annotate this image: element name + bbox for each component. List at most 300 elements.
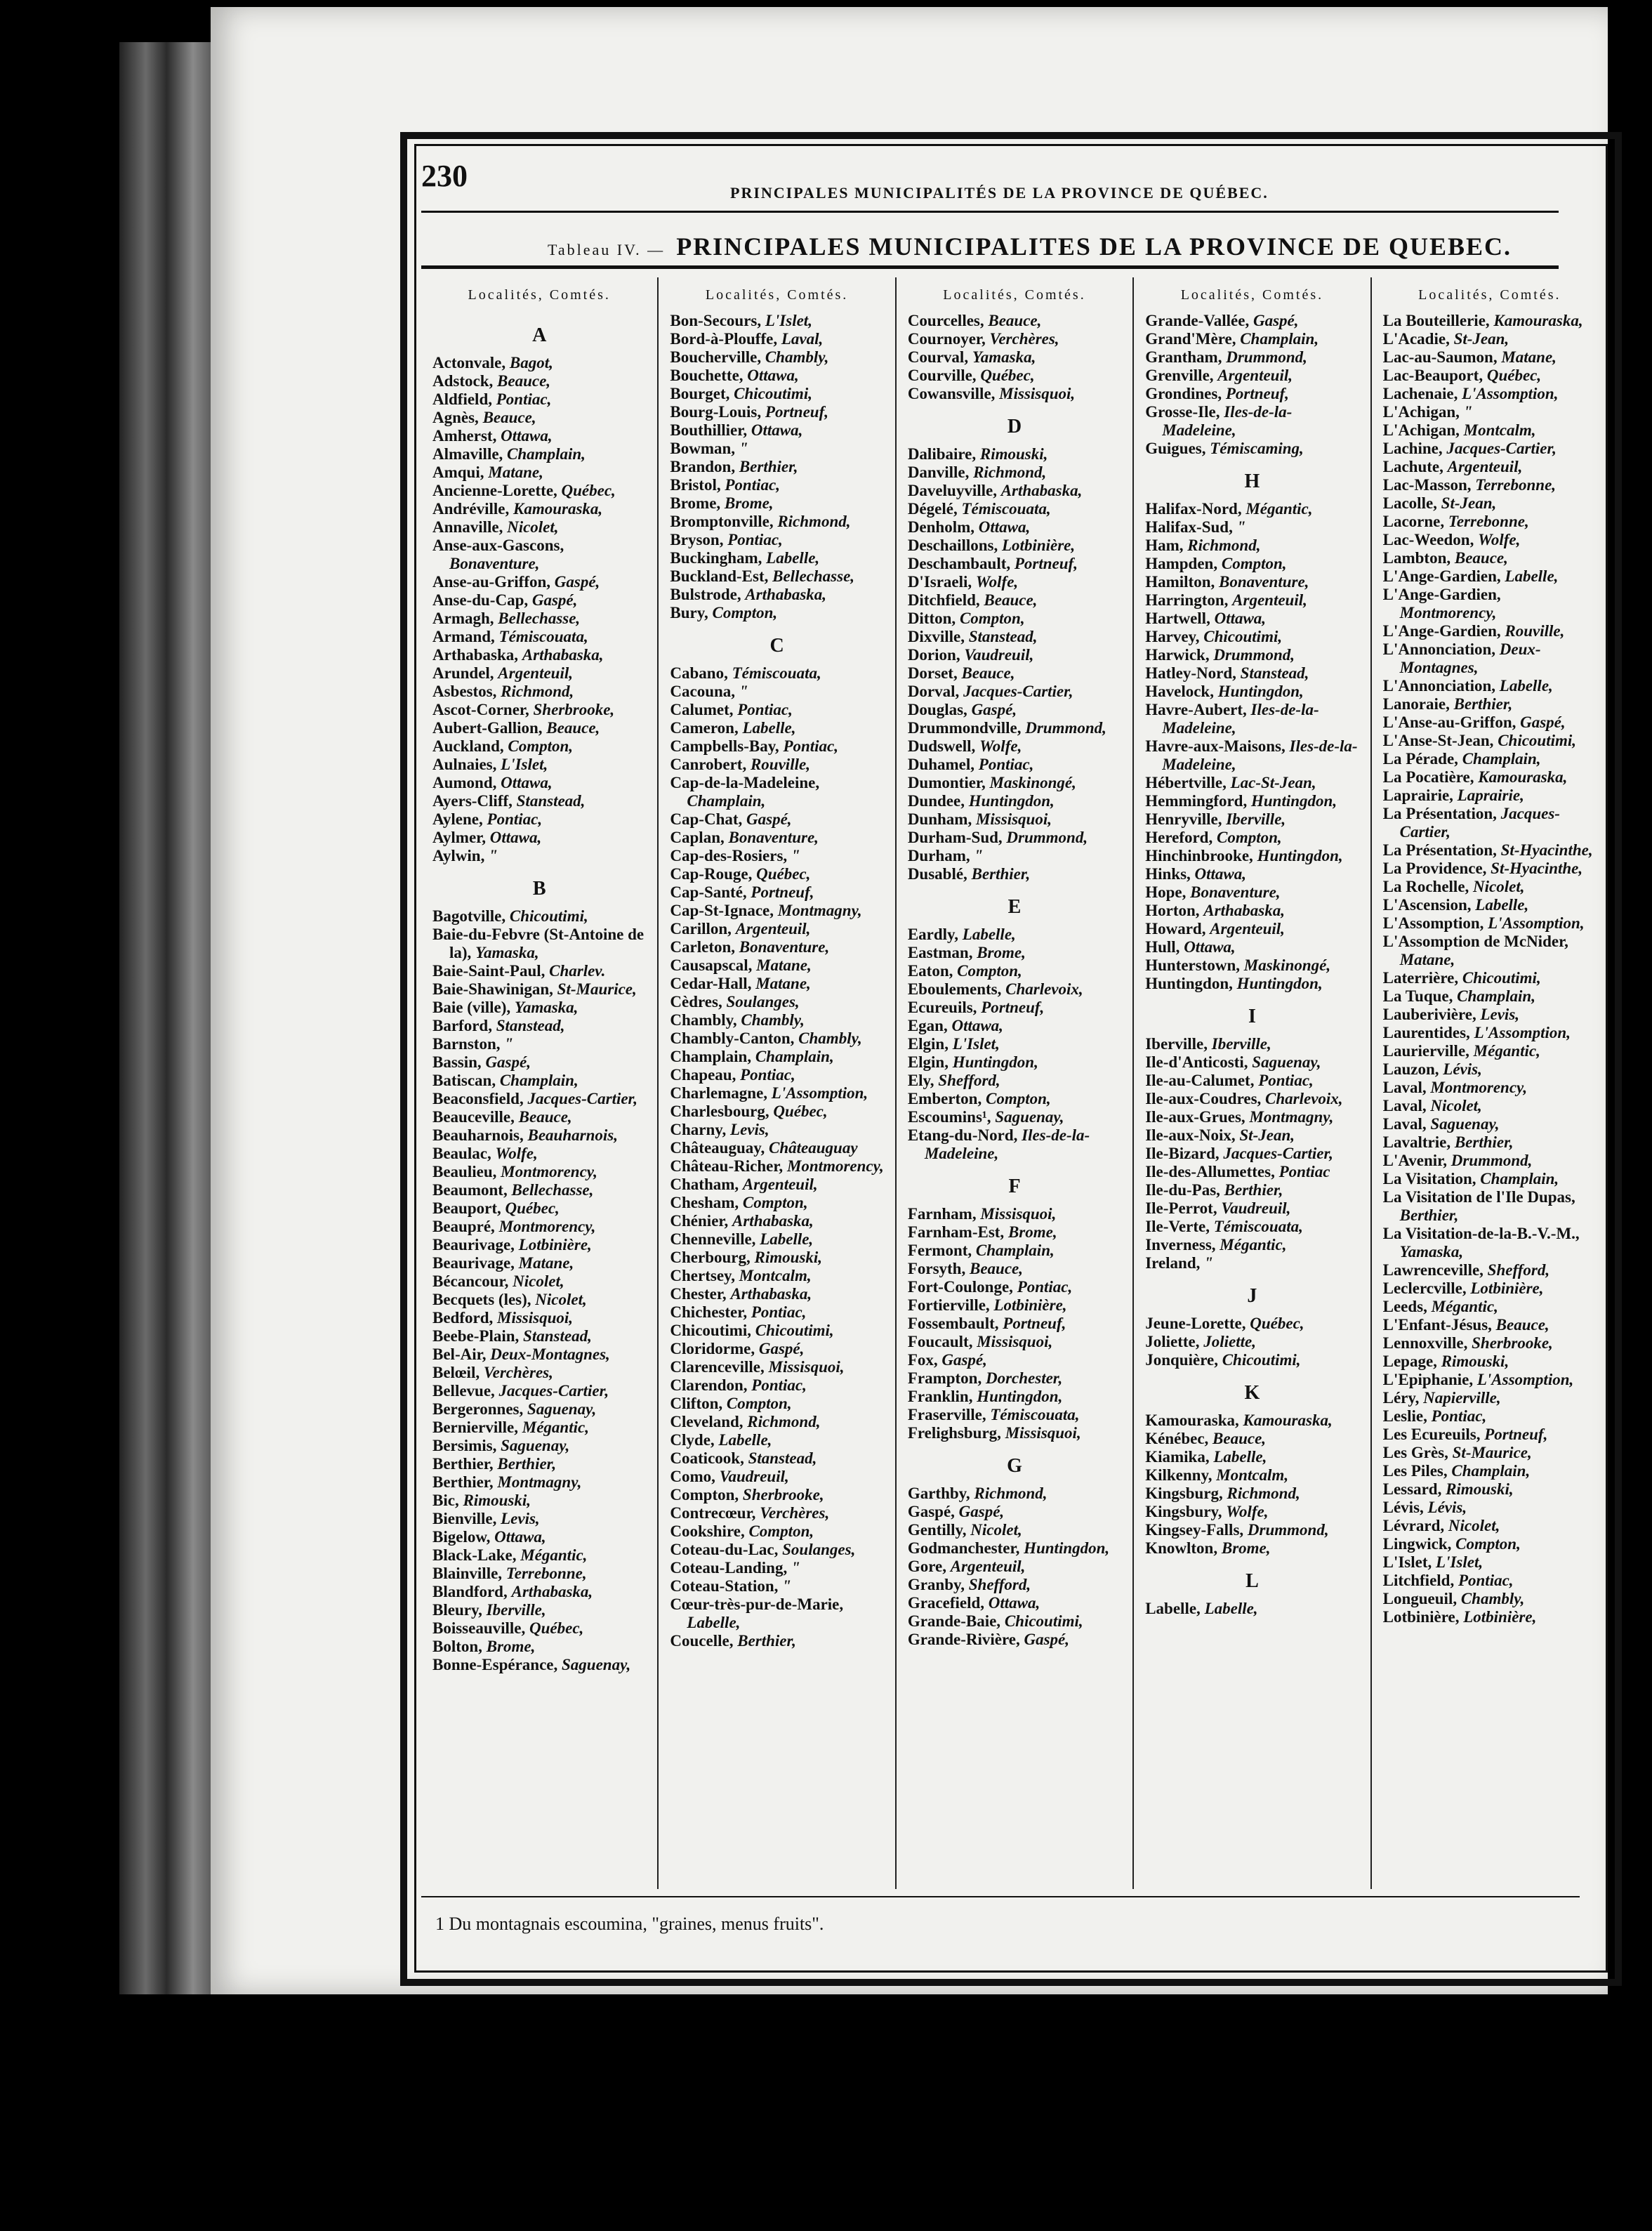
list-item xyxy=(670,1029,883,1048)
list-item xyxy=(908,646,1121,664)
list-item xyxy=(432,1126,646,1145)
county-name: Lotbinière, xyxy=(1470,1279,1544,1297)
list-item xyxy=(670,774,883,810)
list-item xyxy=(1145,1448,1359,1466)
list-item xyxy=(1383,914,1597,933)
table-label: Tableau IV. — xyxy=(548,241,666,258)
locality-name: L'Islet, xyxy=(1382,1553,1432,1571)
locality-name: Lac-au-Saumon, xyxy=(1382,348,1498,366)
county-name: Wolfe, xyxy=(1226,1503,1269,1520)
county-name: Arthabaska, xyxy=(745,586,827,603)
list-item xyxy=(908,1558,1121,1576)
list-item xyxy=(1145,1254,1359,1272)
county-name: Arthabaska, xyxy=(732,1212,814,1230)
locality-name: Buckland-Est, xyxy=(670,567,769,585)
table-column xyxy=(1134,277,1371,1889)
county-name: Shefford, xyxy=(938,1072,1000,1089)
locality-name: Bourg-Louis, xyxy=(670,403,762,421)
list-item xyxy=(1145,847,1359,865)
locality-name: Escoumins¹, xyxy=(907,1108,991,1126)
list-item xyxy=(1383,987,1597,1006)
locality-name: Chichester, xyxy=(670,1303,748,1321)
county-name: " xyxy=(489,847,498,864)
county-name: Pontiac xyxy=(1278,1163,1330,1180)
list-item xyxy=(432,409,646,427)
list-item xyxy=(432,1017,646,1035)
locality-name: Ile-d'Anticosti, xyxy=(1145,1053,1248,1071)
locality-name: L'Epiphanie, xyxy=(1382,1371,1474,1388)
locality-name: Beaconsfield, xyxy=(432,1090,524,1107)
list-item xyxy=(1145,1145,1359,1163)
list-item xyxy=(1145,610,1359,628)
county-name: Montcalm, xyxy=(739,1267,812,1284)
county-name: Vaudreuil, xyxy=(1221,1199,1291,1217)
column-header: Localités, Comtés. xyxy=(1418,287,1561,303)
list-item xyxy=(908,1594,1121,1612)
locality-name: Chambly, xyxy=(670,1011,737,1029)
list-item xyxy=(670,920,883,938)
county-name: Huntingdon, xyxy=(1217,683,1304,700)
list-item xyxy=(670,956,883,975)
list-item xyxy=(432,1382,646,1400)
county-name: Champlain, xyxy=(499,1072,579,1089)
county-name: Drummond, xyxy=(1226,348,1307,366)
locality-name: Dégelé, xyxy=(907,500,958,518)
locality-name: Grosse-Ile, xyxy=(1145,403,1220,421)
title-rule xyxy=(421,265,1559,269)
list-item xyxy=(670,975,883,993)
county-name: St-Hyacinthe, xyxy=(1500,841,1593,859)
county-name: Gaspé, xyxy=(941,1351,987,1369)
header-rule xyxy=(421,211,1559,213)
county-name: " xyxy=(974,847,984,864)
list-item xyxy=(670,403,883,421)
locality-name: Bristol, xyxy=(670,476,721,494)
list-item xyxy=(1383,768,1597,787)
locality-name: Clarendon, xyxy=(670,1376,748,1394)
locality-name: Bulstrode, xyxy=(670,586,741,603)
locality-name: Bouthillier, xyxy=(670,421,748,439)
locality-name: Grantham, xyxy=(1145,348,1222,366)
locality-name: Dorset, xyxy=(907,664,958,682)
section-letter: B xyxy=(532,878,546,900)
locality-name: Arundel, xyxy=(432,664,494,682)
county-name: Richmond, xyxy=(501,683,574,700)
county-name: Nicolet, xyxy=(1448,1517,1500,1534)
list-item xyxy=(670,1413,883,1431)
locality-name: Howard, xyxy=(1145,920,1206,937)
county-name: Levis, xyxy=(501,1510,540,1527)
table-column xyxy=(659,277,896,1889)
locality-name: L'Ange-Gardien, xyxy=(1382,567,1501,585)
county-name: Argenteuil, xyxy=(742,1176,818,1193)
list-item xyxy=(432,1108,646,1126)
locality-name: Lauberivière, xyxy=(1382,1006,1476,1023)
county-name: Argenteuil, xyxy=(1232,591,1307,609)
locality-name: Charlesbourg, xyxy=(670,1103,769,1120)
list-item xyxy=(1145,920,1359,938)
county-name: Compton, xyxy=(508,737,574,755)
section-letter: H xyxy=(1244,470,1260,492)
list-item xyxy=(908,1539,1121,1558)
county-name: Bonaventure, xyxy=(728,829,819,846)
list-item xyxy=(1383,513,1597,531)
county-name: Beauce, xyxy=(961,664,1015,682)
county-name: Missisquoi, xyxy=(977,1333,1053,1350)
list-item xyxy=(432,1546,646,1565)
county-name: Jacques-Cartier, xyxy=(498,1382,609,1400)
locality-name: Baie-Shawinigan, xyxy=(432,980,553,998)
list-item xyxy=(432,1218,646,1236)
county-name: Nicolet, xyxy=(1430,1097,1482,1114)
county-name: Richmond, xyxy=(747,1413,821,1430)
county-name: Ottawa, xyxy=(988,1594,1040,1612)
list-item xyxy=(1383,458,1597,476)
county-name: Témiscouata, xyxy=(732,664,821,682)
locality-name: L'Achigan, xyxy=(1382,421,1460,439)
county-name: Labelle, xyxy=(1505,567,1559,585)
locality-name: Coteau-Landing, xyxy=(670,1559,788,1577)
locality-name: Longueuil, xyxy=(1382,1590,1458,1607)
locality-name: Lac-Beauport, xyxy=(1382,367,1484,384)
county-name: Beauce, xyxy=(984,591,1038,609)
locality-name: Coteau-Station, xyxy=(670,1577,779,1595)
locality-name: Lavaltrie, xyxy=(1382,1133,1451,1151)
locality-name: Courcelles, xyxy=(907,312,984,329)
section-letter: I xyxy=(1248,1006,1256,1027)
county-name: Lotbinière, xyxy=(1463,1608,1537,1626)
locality-name: Denholm, xyxy=(907,518,975,536)
county-name: Matane, xyxy=(488,463,543,481)
locality-name: Courville, xyxy=(907,367,977,384)
county-name: Argenteuil, xyxy=(950,1558,1026,1575)
list-item xyxy=(432,737,646,756)
county-name: Gaspé, xyxy=(531,591,578,609)
list-item xyxy=(670,810,883,829)
county-name: Saguenay, xyxy=(1430,1115,1500,1133)
locality-name: Bowman, xyxy=(670,440,736,457)
list-item xyxy=(670,1066,883,1084)
list-item xyxy=(1145,1503,1359,1521)
list-item xyxy=(1383,567,1597,586)
list-item xyxy=(670,1577,883,1595)
locality-name: Kingsburg, xyxy=(1145,1485,1223,1502)
locality-name: Bassin, xyxy=(432,1053,482,1071)
locality-name: Lachine, xyxy=(1382,440,1443,457)
county-name: Wolfe, xyxy=(495,1145,538,1162)
county-name: Gaspé, xyxy=(1024,1631,1069,1648)
locality-name: Barford, xyxy=(432,1017,492,1034)
county-name: Gaspé, xyxy=(758,1340,805,1357)
locality-name: Durham, xyxy=(907,847,970,864)
list-item xyxy=(432,1254,646,1272)
list-item xyxy=(1383,586,1597,622)
county-name: Labelle, xyxy=(962,926,1016,943)
locality-name: Les Grès, xyxy=(1382,1444,1448,1461)
book-edge xyxy=(119,42,225,1994)
county-name: Labelle, xyxy=(1475,896,1529,914)
county-name: Saguenay, xyxy=(527,1400,597,1418)
county-name: Brome, xyxy=(1221,1539,1271,1557)
county-name: Compton, xyxy=(1221,555,1287,572)
locality-name: Aubert-Gallion, xyxy=(432,719,543,737)
list-item xyxy=(1145,537,1359,555)
locality-name: Chester, xyxy=(670,1285,727,1303)
county-name: Sherbrooke, xyxy=(533,701,615,718)
locality-name: Ile-Perrot, xyxy=(1145,1199,1217,1217)
county-name: Rimouski, xyxy=(463,1492,531,1509)
locality-name: Lac-Weedon, xyxy=(1382,531,1474,548)
locality-name: Leeds, xyxy=(1382,1298,1427,1315)
list-item xyxy=(432,463,646,482)
locality-name: Douglas, xyxy=(907,701,967,718)
locality-name: Farnham, xyxy=(907,1205,977,1223)
list-item xyxy=(1383,1024,1597,1042)
county-name: Kamouraska, xyxy=(513,500,603,518)
locality-name: Laval, xyxy=(1382,1097,1427,1114)
county-name: L'Assomption, xyxy=(1474,1024,1571,1041)
list-item xyxy=(1145,440,1359,458)
locality-name: Lacolle, xyxy=(1382,494,1437,512)
county-name: Champlain, xyxy=(1480,1170,1559,1187)
list-item xyxy=(1383,1316,1597,1334)
locality-name: Ireland, xyxy=(1145,1254,1201,1272)
list-item xyxy=(1145,1351,1359,1369)
list-item xyxy=(1383,622,1597,640)
locality-name: Farnham-Est, xyxy=(907,1223,1005,1241)
county-name: Napierville, xyxy=(1423,1389,1501,1407)
list-item xyxy=(908,1351,1121,1369)
county-name: " xyxy=(739,440,748,457)
list-item xyxy=(1383,367,1597,385)
county-name: Compton, xyxy=(748,1522,814,1540)
county-name: Beauce, xyxy=(546,719,600,737)
list-item xyxy=(1145,810,1359,829)
list-item xyxy=(1145,1236,1359,1254)
county-name: Drummond, xyxy=(1451,1152,1533,1169)
list-item xyxy=(1383,732,1597,750)
list-item xyxy=(1383,1480,1597,1499)
locality-name: Adstock, xyxy=(432,372,494,390)
locality-name: Hope, xyxy=(1145,883,1187,901)
locality-name: Les Piles, xyxy=(1382,1462,1448,1480)
locality-name: Chicoutimi, xyxy=(670,1322,752,1339)
county-name: Iles-de-la-Madeleine, xyxy=(1162,701,1319,737)
county-name: Labelle, xyxy=(742,719,796,737)
section-letter: L xyxy=(1245,1570,1259,1592)
locality-name: Batiscan, xyxy=(432,1072,496,1089)
list-item xyxy=(670,1230,883,1249)
list-item xyxy=(1383,677,1597,695)
locality-name: Horton, xyxy=(1145,902,1200,919)
list-item xyxy=(908,683,1121,701)
county-name: Deux-Montagnes, xyxy=(1399,640,1541,676)
locality-name: Ham, xyxy=(1145,537,1184,554)
locality-name: Cedar-Hall, xyxy=(670,975,752,992)
locality-name: Foucault, xyxy=(907,1333,973,1350)
locality-name: Baie-Saint-Paul, xyxy=(432,962,546,980)
county-name: Témiscouata, xyxy=(990,1406,1080,1423)
list-item xyxy=(670,1559,883,1577)
list-item xyxy=(1145,500,1359,518)
county-name: Nicolet, xyxy=(513,1272,564,1290)
locality-name: Harvey, xyxy=(1145,628,1200,645)
locality-name: Beaupré, xyxy=(432,1218,495,1235)
county-name: Matane, xyxy=(756,956,812,974)
list-item xyxy=(670,1121,883,1139)
county-name: Montcalm, xyxy=(1463,421,1536,439)
list-item xyxy=(432,1053,646,1072)
section-letter: E xyxy=(1007,896,1022,918)
locality-name: Aylene, xyxy=(432,810,483,828)
county-name: Témiscouata, xyxy=(498,628,588,645)
list-item xyxy=(670,737,883,756)
list-item xyxy=(670,440,883,458)
county-name: Montmorency, xyxy=(501,1163,597,1180)
locality-name: Cap-Chat, xyxy=(670,810,743,828)
county-name: Chicoutimi, xyxy=(755,1322,834,1339)
county-name: Drummond, xyxy=(1213,646,1295,664)
county-name: Sherbrooke, xyxy=(1472,1334,1553,1352)
locality-name: La Pérade, xyxy=(1382,750,1458,768)
locality-name: Bury, xyxy=(670,604,708,621)
county-name: Yamaska, xyxy=(972,348,1036,366)
county-name: Huntingdon, xyxy=(1236,975,1323,992)
locality-name: Aumond, xyxy=(432,774,497,791)
county-name: Huntingdon, xyxy=(1024,1539,1110,1557)
list-item xyxy=(1145,1163,1359,1181)
locality-name: Amqui, xyxy=(432,463,484,481)
list-item xyxy=(1383,1188,1597,1225)
county-name: Bellechasse, xyxy=(511,1181,594,1199)
locality-name: Bolton, xyxy=(432,1638,482,1655)
list-item xyxy=(908,348,1121,367)
county-name: Sherbrooke, xyxy=(742,1486,824,1503)
list-item xyxy=(670,513,883,531)
county-name: Drummond, xyxy=(1247,1521,1329,1539)
county-name: Laval, xyxy=(781,330,824,348)
locality-name: Cacouna, xyxy=(670,683,736,700)
locality-name: Dumontier, xyxy=(907,774,986,791)
county-name: Ottawa, xyxy=(489,829,542,846)
county-name: Chambly, xyxy=(798,1029,862,1047)
locality-name: Beauport, xyxy=(432,1199,501,1217)
list-item xyxy=(908,1090,1121,1108)
county-name: Bonaventure, xyxy=(739,938,830,956)
locality-name: Huntingdon, xyxy=(1145,975,1233,992)
locality-name: Durham-Sud, xyxy=(907,829,1003,846)
county-name: " xyxy=(1236,518,1246,536)
county-name: Richmond, xyxy=(777,513,851,530)
locality-name: L'Anse-St-Jean, xyxy=(1382,732,1494,749)
list-item xyxy=(1145,1315,1359,1333)
county-name: Pontiac, xyxy=(783,737,839,755)
locality-name: Clarenceville, xyxy=(670,1358,765,1376)
locality-name: Kingsey-Falls, xyxy=(1145,1521,1244,1539)
county-name: Dorchester, xyxy=(985,1369,1063,1387)
list-item xyxy=(1383,385,1597,403)
list-item xyxy=(670,458,883,476)
locality-name: Dundee, xyxy=(907,792,965,810)
county-name: Montcalm, xyxy=(1216,1466,1289,1484)
county-name: Portneuf, xyxy=(765,403,828,421)
county-name: Drummond, xyxy=(1006,829,1088,846)
county-name: Levis, xyxy=(730,1121,769,1138)
county-name: Pontiac, xyxy=(737,701,793,718)
list-item xyxy=(908,1035,1121,1053)
county-name: Iles-de-la-Madeleine, xyxy=(924,1126,1090,1162)
county-name: Iberville, xyxy=(1226,810,1286,828)
county-name: Pontiac, xyxy=(740,1066,795,1084)
locality-name: Lepage, xyxy=(1382,1353,1437,1370)
list-item xyxy=(908,829,1121,847)
county-name: Témiscaming, xyxy=(1210,440,1304,457)
list-item xyxy=(1145,1466,1359,1485)
locality-name: Hunterstown, xyxy=(1145,956,1241,974)
county-name: Montmorency, xyxy=(786,1157,884,1175)
list-item xyxy=(908,999,1121,1017)
list-item xyxy=(432,719,646,737)
locality-name: L'Avenir, xyxy=(1382,1152,1447,1169)
county-name: Richmond, xyxy=(973,463,1047,481)
list-item xyxy=(432,1181,646,1199)
list-item xyxy=(670,1431,883,1449)
county-name: Montmorency, xyxy=(1399,604,1497,621)
locality-name: Andréville, xyxy=(432,500,510,518)
locality-name: Ely, xyxy=(907,1072,934,1089)
locality-name: Beauharnois, xyxy=(432,1126,524,1144)
list-item xyxy=(670,1541,883,1559)
list-item xyxy=(670,1157,883,1176)
locality-name: Bernierville, xyxy=(432,1419,518,1436)
list-item xyxy=(1383,1462,1597,1480)
locality-name: Eboulements, xyxy=(907,980,1002,998)
locality-name: Contrecœur, xyxy=(670,1504,756,1522)
county-name: Rimouski, xyxy=(1446,1480,1514,1498)
list-item xyxy=(908,980,1121,999)
list-item xyxy=(908,719,1121,737)
list-item xyxy=(1383,933,1597,969)
list-item xyxy=(1383,1079,1597,1097)
list-item xyxy=(908,1503,1121,1521)
county-name: Richmond, xyxy=(1187,537,1261,554)
list-item xyxy=(1383,1152,1597,1170)
county-name: Québec, xyxy=(756,865,811,883)
list-item xyxy=(1383,805,1597,841)
county-name: Champlain, xyxy=(975,1242,1055,1259)
county-name: L'Assomption, xyxy=(1476,1371,1574,1388)
county-name: Beauce, xyxy=(1495,1316,1549,1334)
county-name: Berthier, xyxy=(737,1632,796,1650)
county-name: Charlevoix, xyxy=(1005,980,1083,998)
locality-name: Lennoxville, xyxy=(1382,1334,1468,1352)
list-item xyxy=(432,1345,646,1364)
locality-name: Dorval, xyxy=(907,683,960,700)
locality-name: Carillon, xyxy=(670,920,732,937)
locality-name: Arthabaska, xyxy=(432,646,519,664)
county-name: L'Islet, xyxy=(501,756,548,773)
county-name: Ottawa, xyxy=(501,427,553,445)
county-name: Terrebonne, xyxy=(505,1565,587,1582)
locality-name: Fossembault, xyxy=(907,1315,999,1332)
county-name: Québec, xyxy=(1250,1315,1304,1332)
locality-name: Hull, xyxy=(1145,938,1180,956)
locality-name: Litchfield, xyxy=(1382,1572,1455,1589)
locality-name: Bedford, xyxy=(432,1309,494,1327)
locality-name: Caplan, xyxy=(670,829,725,846)
locality-name: Aldfield, xyxy=(432,390,492,408)
locality-name: Fox, xyxy=(907,1351,938,1369)
